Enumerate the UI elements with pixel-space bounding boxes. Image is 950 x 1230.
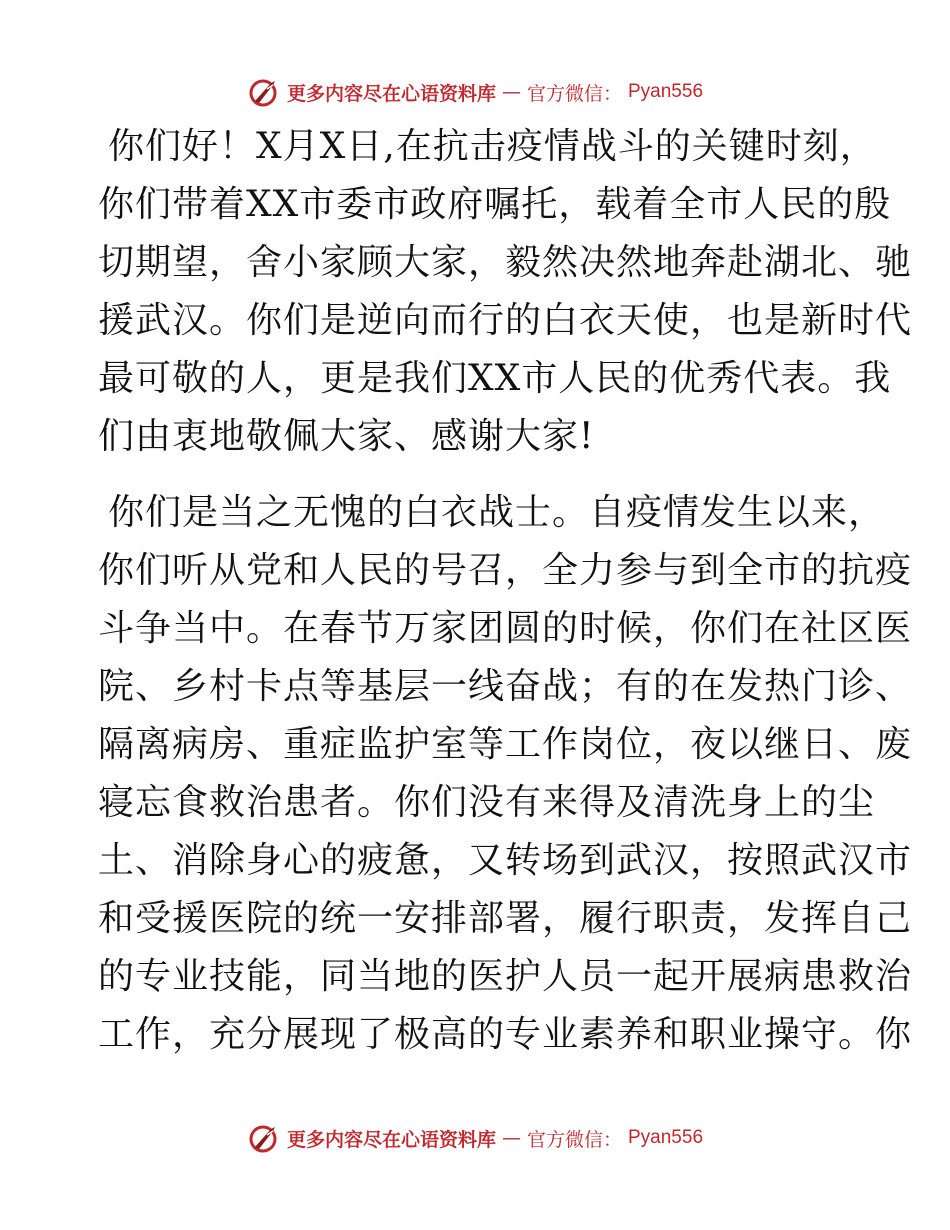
footer-separator: — [501, 1127, 521, 1149]
footer-wechat-id: Pyan556 [628, 1127, 704, 1148]
text-line: 你们是当之无愧的白衣战士。自疫情发生以来， [108, 492, 886, 533]
footer-banner [0, 1118, 950, 1158]
quill-logo-icon [247, 1121, 281, 1155]
text-line: 们由衷地敬佩大家、感谢大家! [98, 416, 595, 457]
text-line: 斗争当中。在春节万家团圆的时候，你们在社区医 [98, 608, 913, 649]
header-wechat-id: Pyan556 [628, 81, 704, 102]
text-line: 寝忘食救治患者。你们没有来得及清洗身上的尘 [98, 782, 876, 823]
text-line: 隔离病房、重症监护室等工作岗位，夜以继日、废 [98, 724, 913, 765]
text-line: 最可敬的人，更是我们XX市人民的优秀代表。我 [98, 358, 892, 399]
text-line: 土、消除身心的疲惫，又转场到武汉，按照武汉市 [98, 840, 913, 881]
paragraph-2 [98, 484, 913, 1064]
text-line: 工作，充分展现了极高的专业素养和职业操守。你 [98, 1014, 913, 1055]
text-line: 的专业技能，同当地的医护人员一起开展病患救治 [98, 956, 913, 997]
footer-title: 更多内容尽在心语资料库 [286, 1128, 496, 1151]
text-line: 你们听从党和人民的号召，全力参与到全市的抗疫 [98, 550, 913, 591]
header-title: 更多内容尽在心语资料库 [286, 82, 496, 105]
text-line: 你们带着XX市委市政府嘱托，载着全市人民的殷 [98, 184, 892, 225]
text-line: 你们好！X月X日,在抗击疫情战斗的关键时刻， [108, 126, 877, 167]
header-separator: — [501, 81, 521, 103]
header-banner [0, 72, 950, 112]
header-wechat-label: 官方微信： [526, 82, 622, 105]
body-text [98, 118, 913, 1064]
text-line: 院、乡村卡点等基层一线奋战；有的在发热门诊、 [98, 666, 913, 707]
paragraph-gap [98, 466, 858, 484]
footer-wechat-label: 官方微信： [526, 1128, 622, 1151]
quill-logo-icon [247, 75, 281, 109]
text-line: 援武汉。你们是逆向而行的白衣天使，也是新时代 [98, 300, 913, 341]
paragraph-1 [98, 118, 913, 466]
text-line: 和受援医院的统一安排部署，履行职责，发挥自己 [98, 898, 913, 939]
text-line: 切期望，舍小家顾大家，毅然决然地奔赴湖北、驰 [98, 242, 913, 283]
